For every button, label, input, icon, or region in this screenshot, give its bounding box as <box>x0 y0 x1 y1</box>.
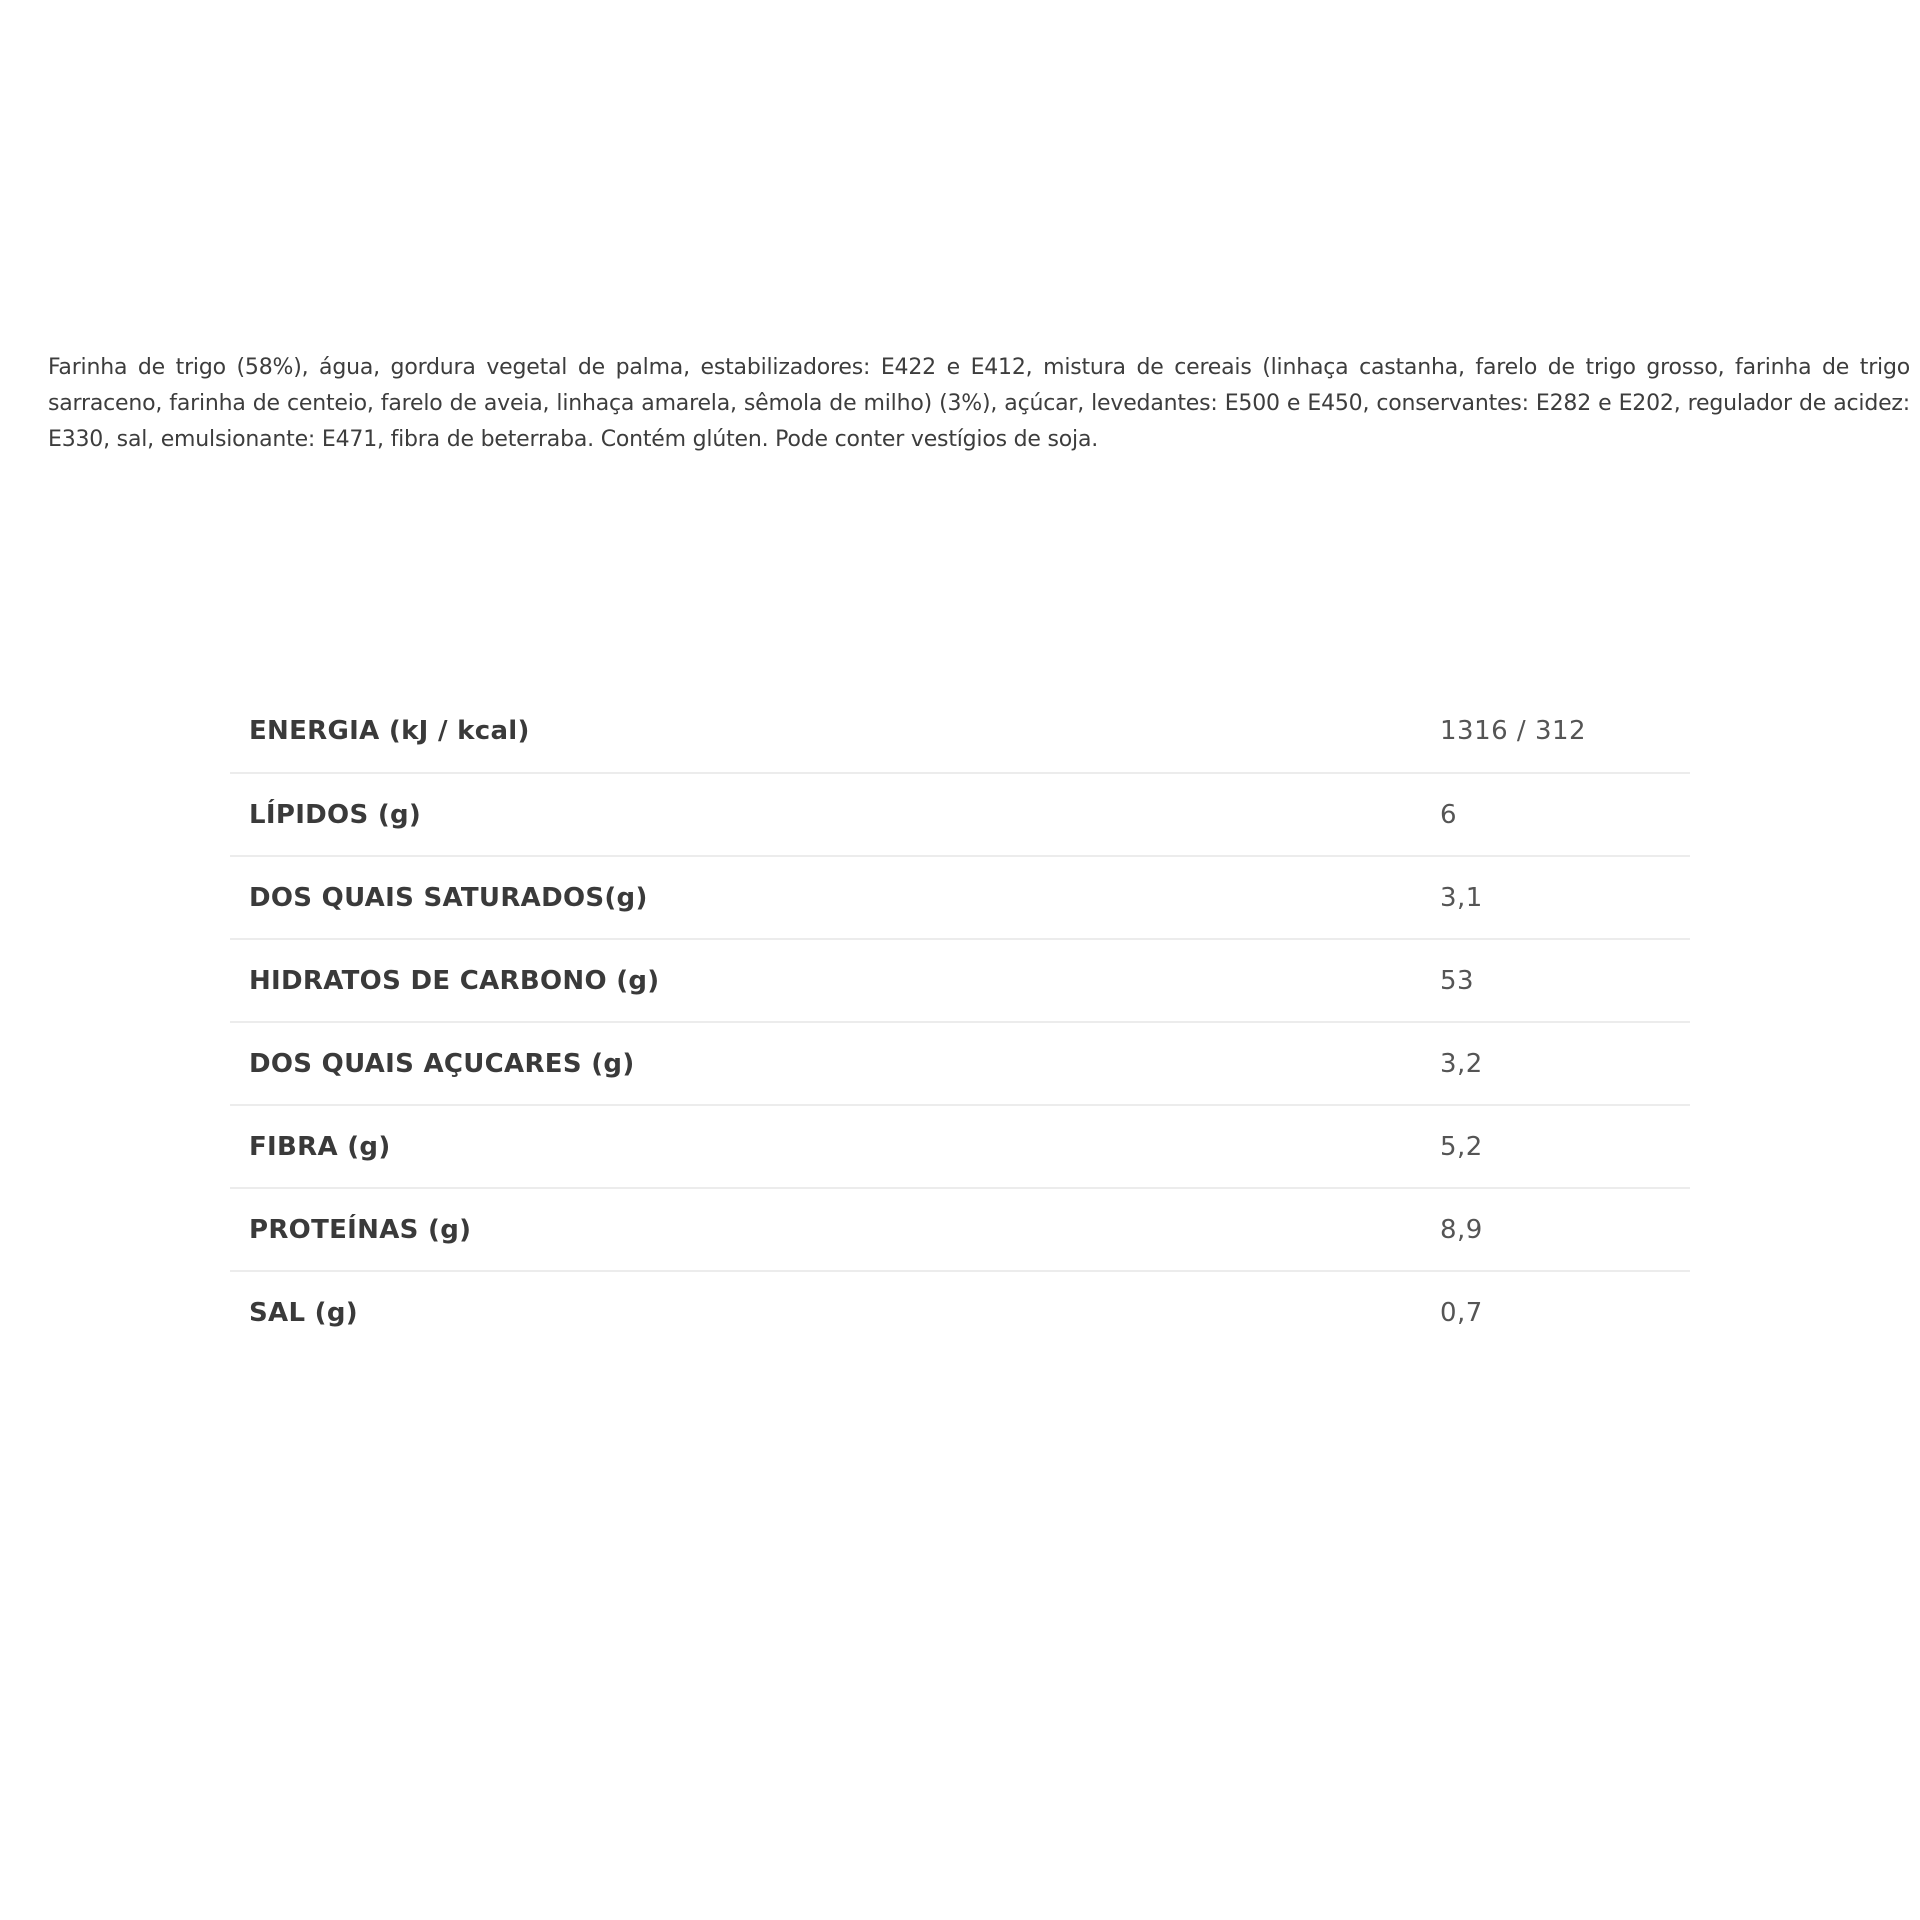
table-row <box>230 856 1690 939</box>
table-row <box>230 1188 1690 1271</box>
nutrient-label: LÍPIDOS (g) <box>230 773 1440 856</box>
table-row <box>230 1271 1690 1354</box>
ingredients-text: Farinha de trigo (58%), água, gordura vegetal de palma, estabilizadores: E422 e E412, mistura de cereais (linhaça castanha, farelo de trigo grosso, farinha de trigo sarraceno, farinha de centeio, farelo de aveia, linhaça amarela, sêmola de milho) (3%), açúcar, levedantes: E500 e E450, conservantes: E282 e E202, regulador de acidez: E330, sal, emulsionante: E471, fibra de beterraba. Contém glúten. Pode conter vestígios de soja. <box>48 355 1910 452</box>
nutrient-value: 5,2 <box>1440 1105 1690 1188</box>
nutrient-value: 53 <box>1440 939 1690 1022</box>
table-row <box>230 690 1690 773</box>
table-row <box>230 1022 1690 1105</box>
nutrient-value: 1316 / 312 <box>1440 716 1587 746</box>
nutrient-label: DOS QUAIS AÇUCARES (g) <box>230 1022 1440 1105</box>
nutrient-value: 6 <box>1440 773 1690 856</box>
nutrient-label: PROTEÍNAS (g) <box>230 1188 1440 1271</box>
table-row <box>230 1105 1690 1188</box>
nutrient-label: SAL (g) <box>230 1271 1440 1354</box>
nutrition-table <box>230 690 1690 1354</box>
nutrient-label: HIDRATOS DE CARBONO (g) <box>230 939 1440 1022</box>
nutrient-label: FIBRA (g) <box>230 1105 1440 1188</box>
nutrient-value: 0,7 <box>1440 1271 1690 1354</box>
nutrient-value: 3,2 <box>1440 1022 1690 1105</box>
table-row <box>230 939 1690 1022</box>
nutrient-label: ENERGIA (kJ / kcal) <box>249 716 530 746</box>
nutrient-value: 8,9 <box>1440 1188 1690 1271</box>
nutrient-value: 3,1 <box>1440 856 1690 939</box>
table-row <box>230 773 1690 856</box>
nutrient-label: DOS QUAIS SATURADOS(g) <box>230 856 1440 939</box>
